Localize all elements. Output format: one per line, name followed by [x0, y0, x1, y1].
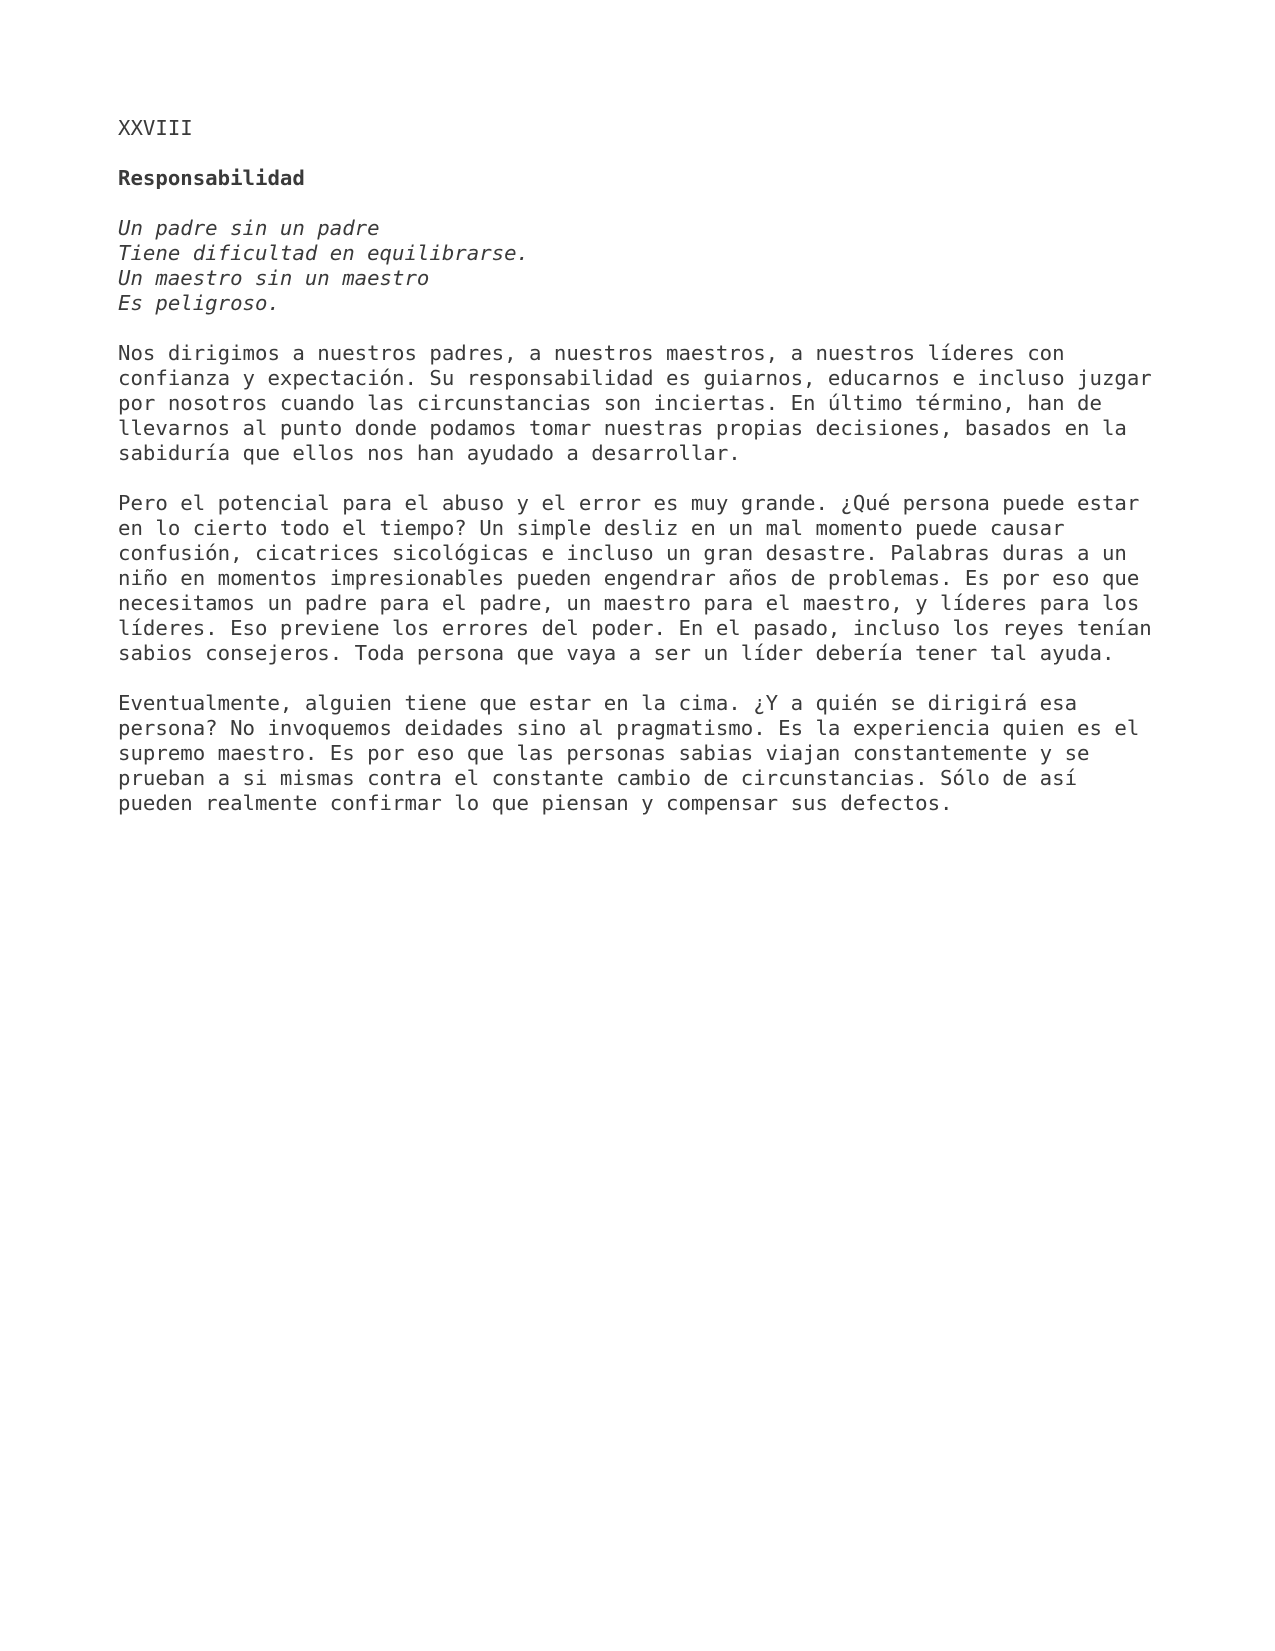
- verse-block: [118, 216, 1178, 316]
- paragraph-line: llevarnos al punto donde podamos tomar nuestras propias decisiones, basados en la: [118, 416, 1127, 440]
- paragraph-1: [118, 341, 1178, 466]
- paragraph-line: Pero el potencial para el abuso y el error es muy grande. ¿Qué persona puede estar: [118, 491, 1140, 515]
- document-page: [118, 116, 1178, 841]
- paragraph-line: prueban a si mismas contra el constante cambio de circunstancias. Sólo de así: [118, 766, 1078, 790]
- paragraph-line: supremo maestro. Es por eso que las personas sabias viajan constantemente y se: [118, 741, 1090, 765]
- paragraph-line: sabios consejeros. Toda persona que vaya a ser un líder debería tener tal ayuda.: [118, 641, 1115, 665]
- paragraph-line: pueden realmente confirmar lo que piensan y compensar sus defectos.: [118, 791, 953, 815]
- verse-line: Tiene dificultad en equilibrarse.: [118, 241, 530, 265]
- paragraph-line: sabiduría que ellos nos han ayudado a desarrollar.: [118, 441, 741, 465]
- paragraph-2: [118, 491, 1178, 666]
- paragraph-line: confianza y expectación. Su responsabilidad es guiarnos, educarnos e incluso juzgar: [118, 366, 1152, 390]
- paragraph-line: por nosotros cuando las circunstancias son inciertas. En último término, han de: [118, 391, 1102, 415]
- paragraph-line: niño en momentos impresionables pueden engendrar años de problemas. Es por eso que: [118, 566, 1140, 590]
- paragraph-line: confusión, cicatrices sicológicas e incluso un gran desastre. Palabras duras a un: [118, 541, 1127, 565]
- verse-line: Un maestro sin un maestro: [118, 266, 430, 290]
- paragraph-3: [118, 691, 1178, 816]
- paragraph-line: persona? No invoquemos deidades sino al pragmatismo. Es la experiencia quien es el: [118, 716, 1140, 740]
- verse-line: Es peligroso.: [118, 291, 280, 315]
- verse-line: Un padre sin un padre: [118, 216, 380, 240]
- chapter-number: XXVIII: [118, 116, 193, 140]
- paragraph-line: líderes. Eso previene los errores del poder. En el pasado, incluso los reyes tenían: [118, 616, 1152, 640]
- paragraph-line: en lo cierto todo el tiempo? Un simple desliz en un mal momento puede causar: [118, 516, 1065, 540]
- paragraph-line: Eventualmente, alguien tiene que estar en la cima. ¿Y a quién se dirigirá esa: [118, 691, 1078, 715]
- paragraph-line: necesitamos un padre para el padre, un maestro para el maestro, y líderes para los: [118, 591, 1140, 615]
- paragraph-line: Nos dirigimos a nuestros padres, a nuestros maestros, a nuestros líderes con: [118, 341, 1065, 365]
- chapter-title: Responsabilidad: [118, 166, 305, 190]
